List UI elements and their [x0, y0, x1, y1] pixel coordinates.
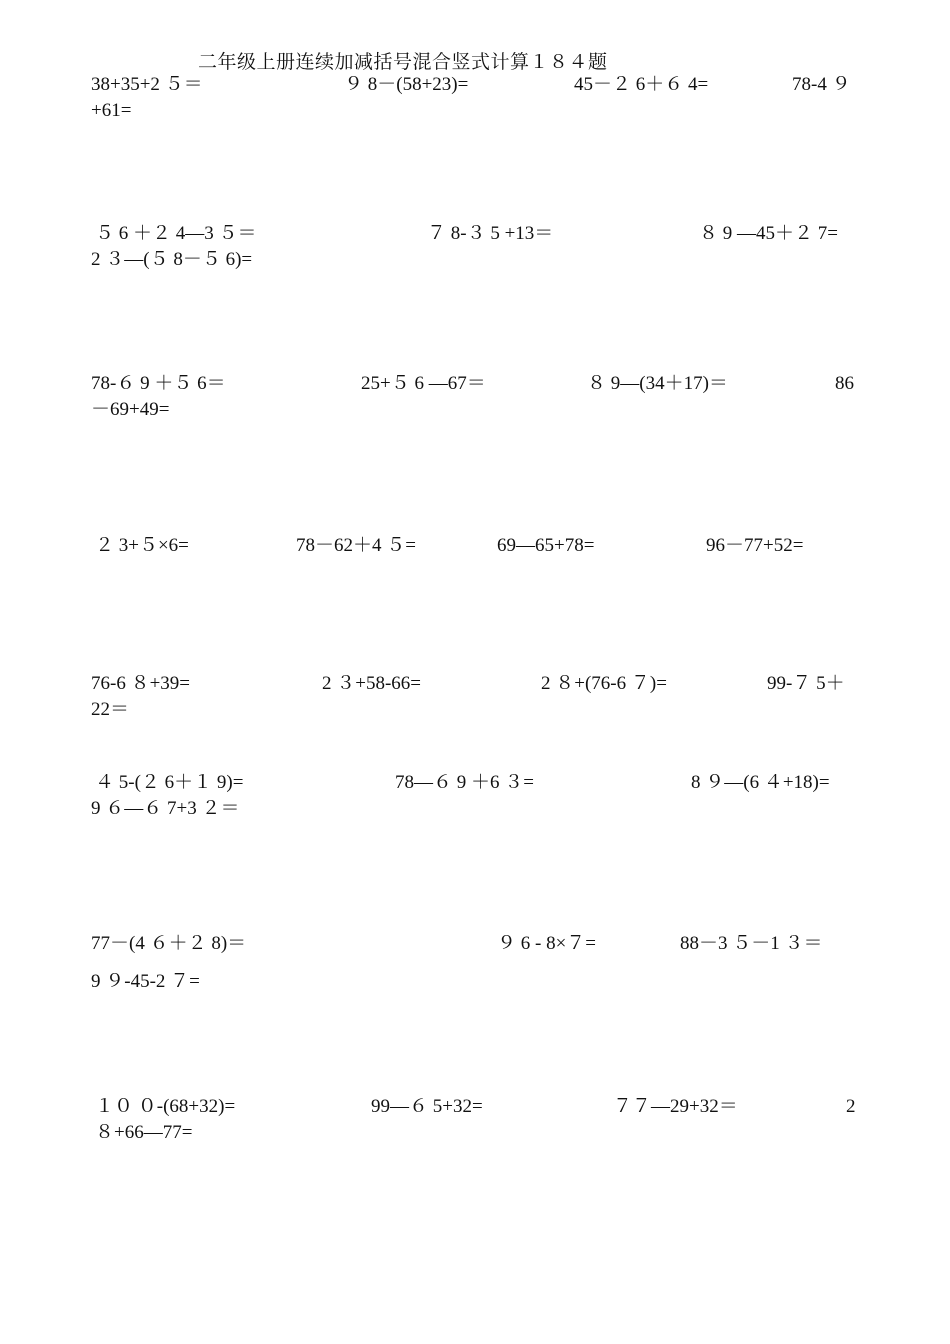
problem: 2 ８+(76-6 ７)= — [541, 673, 667, 694]
problem: 69—65+78= — [497, 535, 595, 556]
problem: ８ 9—(34＋17)＝ — [587, 373, 728, 394]
problem: 99—６ 5+32= — [371, 1096, 483, 1117]
problem: 2 ３+58-66= — [322, 673, 422, 694]
problem: 25+５ 6 —67＝ — [361, 373, 486, 394]
problem-continued: －69+49= — [91, 399, 170, 420]
problem: 86 — [835, 373, 854, 394]
problem: ９ 8－(58+23)= — [344, 74, 469, 95]
problem: ７ 8-３ 5 +13＝ — [427, 223, 554, 244]
problem: ９ 6 - 8×７= — [497, 933, 597, 954]
page-title: 二年级上册连续加减括号混合竖式计算１８４题 — [198, 52, 608, 73]
problem: ４ 5-(２ 6＋１ 9)= — [95, 772, 244, 793]
problem: 88－3 ５－1 ３＝ — [680, 933, 823, 954]
problem: ５ 6 ＋２ 4—3 ５＝ — [95, 223, 257, 244]
problem-continued: 22＝ — [91, 699, 130, 720]
problem: 9 ６—６ 7+3 ２＝ — [91, 798, 240, 819]
problem: 78-６ 9 ＋５ 6＝ — [91, 373, 226, 394]
problem: 99-７ 5＋ — [767, 673, 845, 694]
problem: 9 ９-45-2 ７= — [91, 971, 200, 992]
problem: 2 ３—(５ 8－５ 6)= — [91, 249, 253, 270]
problem: 76-6 ８+39= — [91, 673, 191, 694]
problem: 78－62＋4 ５= — [296, 535, 416, 556]
problem: 78—６ 9 ＋6 ３= — [395, 772, 534, 793]
problem: 2 — [846, 1096, 856, 1117]
problem-continued: +61= — [91, 100, 132, 121]
problem: 38+35+2 ５＝ — [91, 74, 203, 95]
problem: 45－２ 6＋６ 4= — [574, 74, 709, 95]
problem: ２ 3+５×6= — [95, 535, 189, 556]
problem: 96－77+52= — [706, 535, 804, 556]
problem: 8 ９—(6 ４+18)= — [691, 772, 830, 793]
problem: 78-4 ９ — [792, 74, 851, 95]
problem: １０ ０-(68+32)= — [95, 1096, 236, 1117]
problem-continued: ８+66—77= — [95, 1122, 193, 1143]
problem: ７７—29+32＝ — [613, 1096, 738, 1117]
problem: 77－(4 ６＋２ 8)＝ — [91, 933, 247, 954]
problem: ８ 9 —45＋２ 7= — [699, 223, 838, 244]
